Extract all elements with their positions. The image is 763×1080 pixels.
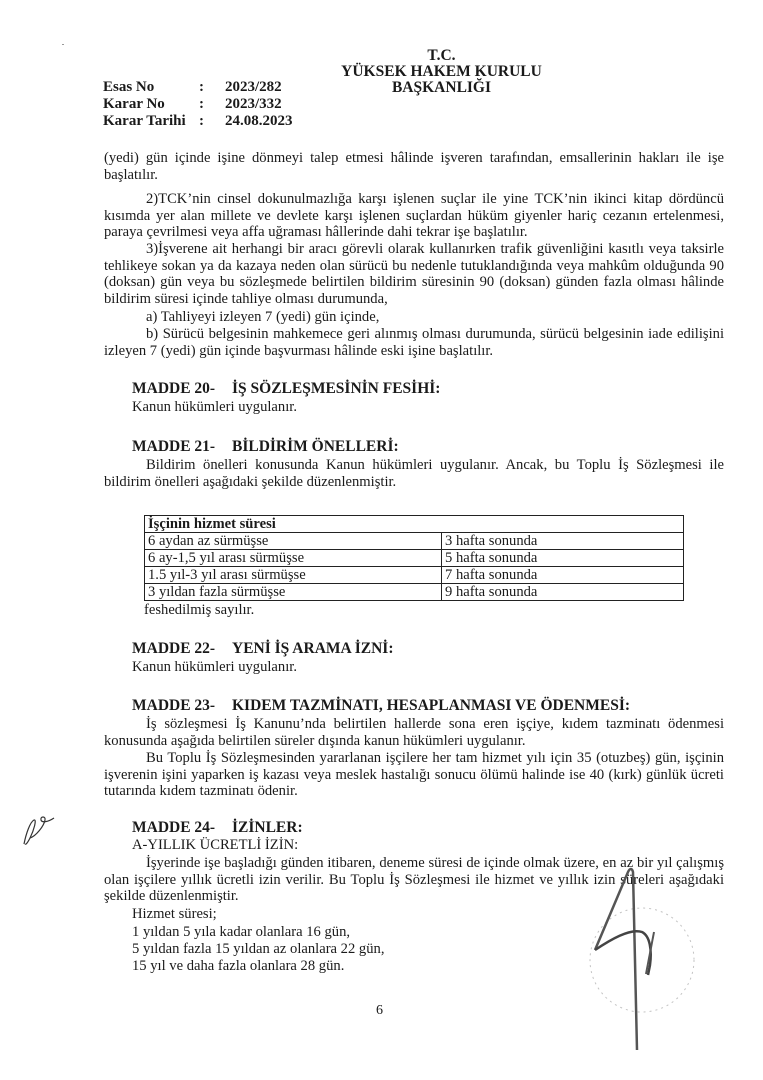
paragraph-text: Bildirim önelleri konusunda Kanun hükümleri uygulanır. Ancak, bu Toplu İş Sözleşmesi ile bildirim önelleri aşağıdaki şekilde düzenlenmiştir.: [104, 457, 724, 490]
article-number: MADDE 23-: [132, 697, 216, 714]
paragraph-text: İş sözleşmesi İş Kanunu’nda belirtilen hallerde sona eren işçiye, kıdem tazminatı ödenmesi konusunda aşağıda belirtilen süreler dışında kanun hükümleri uygulanır.: [104, 716, 724, 749]
meta-value: 2023/282: [225, 79, 282, 95]
handwritten-margin-initial-icon: [18, 812, 58, 848]
intro-item-a: [104, 309, 724, 326]
leave-item: 1 yıldan 5 yıla kadar olanlara 16 gün,: [132, 924, 351, 940]
intro-paragraph-2: [104, 191, 724, 241]
paragraph-text: b) Sürücü belgesinin mahkemece geri alınmış olması durumunda, sürücü belgesinin iade edilişini izleyen 7 (yedi) gün içinde başvurması hâlinde eski işine başlatılır.: [104, 326, 724, 359]
scan-speck: [62, 44, 64, 45]
meta-colon: :: [199, 96, 204, 112]
header-line-3: BAŞKANLIĞI: [391, 79, 492, 96]
article-number: MADDE 20-: [132, 380, 216, 397]
notice-cell: 7 hafta sonunda: [442, 567, 684, 584]
madde-21-heading: [132, 439, 399, 456]
madde-22-body: Kanun hükümleri uygulanır.: [132, 659, 297, 675]
madde-24-subtitle: A-YILLIK ÜCRETLİ İZİN:: [132, 837, 299, 853]
duration-cell: 3 yıldan fazla sürmüşse: [145, 584, 442, 601]
paragraph-text: a) Tahliyeyi izleyen 7 (yedi) gün içinde,: [146, 309, 380, 325]
duration-cell: 6 ay-1,5 yıl arası sürmüşse: [145, 550, 442, 567]
madde-24-heading: [132, 820, 303, 837]
paragraph-text: 2)TCK’nin cinsel dokunulmazlığa karşı işlenen suçlar ile yine TCK’nin ikinci kitap dördüncü kısımda yer alan millete ve devlete karşı işlenen suçlardan hüküm giyenler hariç cezanın ertelenmesi, paraya çevrilmesi veya affa uğraması hâllerinde dahi tekrar işe başlatılır.: [104, 191, 724, 241]
meta-value: 2023/332: [225, 96, 282, 112]
paragraph-text: Bu Toplu İş Sözleşmesinden yararlanan işçilere her tam hizmet yılı için 35 (otuzbeş) gün, işçinin işverenin işini yaparken iş kazası veya meslek hastalığı sonucu ölümü halinde ise 40 (kırk) günlük ücreti tutarında kıdem tazminatı ödenir.: [104, 750, 724, 800]
intro-paragraph-1: [104, 150, 724, 183]
madde-21-body: [104, 457, 724, 490]
madde-23-paragraph-2: [104, 750, 724, 800]
article-title: BİLDİRİM ÖNELLERİ:: [232, 438, 399, 455]
article-title: İZİNLER:: [232, 819, 303, 836]
madde-23-paragraph-1: [104, 716, 724, 749]
table-row: [145, 584, 684, 601]
madde-23-heading: [132, 698, 630, 715]
table-row: [145, 567, 684, 584]
meta-colon: :: [199, 113, 204, 129]
case-metadata: [103, 79, 293, 130]
madde-22-heading: [132, 641, 394, 658]
article-number: MADDE 21-: [132, 438, 216, 455]
notice-cell: 9 hafta sonunda: [442, 584, 684, 601]
page-number: 6: [376, 1003, 383, 1018]
duration-cell: 1.5 yıl-3 yıl arası sürmüşse: [145, 567, 442, 584]
meta-value: 24.08.2023: [225, 113, 293, 129]
header-line-1: T.C.: [427, 47, 456, 64]
service-duration-label: Hizmet süresi;: [132, 906, 217, 922]
leave-item: 5 yıldan fazla 15 yıldan az olanlara 22 gün,: [132, 941, 385, 957]
paragraph-text: İşyerinde işe başladığı günden itibaren, deneme süresi de içinde olmak üzere, en az bir yıl çalışmış olan işçilere yıllık ücretli izin verilir. Bu Toplu İş Sözleşmesi ile hizmet ve yıllık izin süreleri aşağıdaki şekilde düzenlenmiştir.: [104, 855, 724, 905]
meta-label: Esas No: [103, 79, 155, 95]
table-header-row: [145, 516, 684, 533]
paragraph-text: 3)İşverene ait herhangi bir aracı görevli olarak kullanırken trafik güvenliğini kasıtlı veya taksirle tehlikeye sokan ya da kazaya neden olan sürücü bu nedenle tutuklandığında veya mahkûm olduğunda 90 (doksan) gün veya bu sözleşmede belirtilen bildirim süresinin 90 (doksan) günden fazla olması hâlinde bildirim süresi içinde tahliye olması durumunda,: [104, 241, 724, 307]
intro-paragraph-3: [104, 241, 724, 307]
madde-20-body: Kanun hükümleri uygulanır.: [132, 399, 297, 415]
notice-period-table: [144, 515, 684, 601]
meta-row-esas: [103, 79, 293, 96]
paragraph-text: (yedi) gün içinde işine dönmeyi talep etmesi hâlinde işveren tarafından, emsallerinin hakları ile işe başlatılır.: [104, 150, 724, 183]
meta-label: Karar No: [103, 96, 165, 112]
header-line-2: YÜKSEK HAKEM KURULU: [341, 63, 542, 80]
article-title: KIDEM TAZMİNATI, HESAPLANMASI VE ÖDENMESİ:: [232, 697, 631, 714]
article-number: MADDE 22-: [132, 640, 216, 657]
duration-cell: 6 aydan az sürmüşse: [145, 533, 442, 550]
article-number: MADDE 24-: [132, 819, 216, 836]
table-row: [145, 550, 684, 567]
meta-colon: :: [199, 79, 204, 95]
intro-item-b: [104, 326, 724, 359]
leave-item: 15 yıl ve daha fazla olanlara 28 gün.: [132, 958, 345, 974]
table-header-cell: İşçinin hizmet süresi: [145, 516, 684, 533]
article-title: İŞ SÖZLEŞMESİNİN FESİHİ:: [232, 380, 441, 397]
article-title: YENİ İŞ ARAMA İZNİ:: [232, 640, 394, 657]
notice-cell: 3 hafta sonunda: [442, 533, 684, 550]
signature-stamp-icon: [570, 860, 700, 1060]
table-row: [145, 533, 684, 550]
table-footnote: feshedilmiş sayılır.: [144, 602, 255, 618]
meta-row-karar-tarihi: [103, 113, 293, 130]
meta-label: Karar Tarihi: [103, 113, 186, 129]
notice-cell: 5 hafta sonunda: [442, 550, 684, 567]
meta-row-karar: [103, 96, 293, 113]
madde-20-heading: [132, 381, 440, 398]
